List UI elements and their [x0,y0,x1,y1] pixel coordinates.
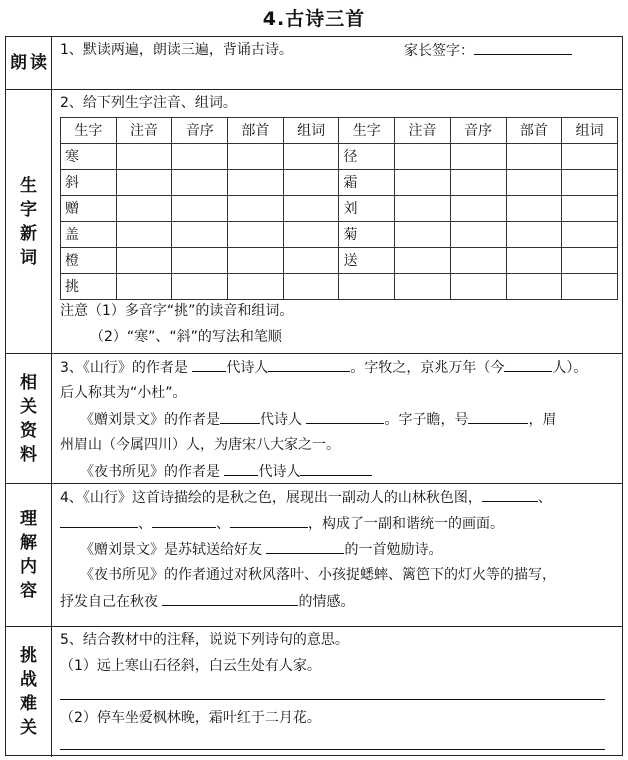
character-table [60,117,618,300]
column-header: 注音 [395,118,451,144]
challenge-instruction: 5、结合教材中的注释，说说下列诗句的意思。 [60,632,349,648]
table-row [61,248,618,274]
blank-scene[interactable] [482,486,538,502]
column-header: 生字 [61,118,117,144]
answer-cell[interactable] [562,222,618,248]
column-header: 音序 [172,118,228,144]
answer-cell[interactable] [172,196,228,222]
blank-friend[interactable] [266,538,344,554]
reading-instruction: 1、默读两遍，朗读三遍，背诵古诗。 [60,42,293,58]
answer-cell[interactable] [395,144,451,170]
blank-scene[interactable] [60,512,138,528]
answer-cell[interactable] [395,222,451,248]
answer-cell[interactable] [172,222,228,248]
blank-dynasty[interactable] [192,356,226,372]
signature-row [404,39,572,62]
column-header: 组词 [562,118,618,144]
answer-cell[interactable] [283,144,339,170]
column-header: 生字 [339,118,395,144]
answer-cell[interactable] [450,196,506,222]
answer-cell[interactable] [172,170,228,196]
table-row [61,222,618,248]
section-label: 理 解 内 容 [6,484,52,626]
answer-cell[interactable] [450,248,506,274]
column-header: 注音 [116,118,172,144]
understanding-line-5: 抒发自己在秋夜 的情感。 [60,590,354,613]
char-cell: 橙 [61,248,117,274]
section-label: 挑 战 难 关 [6,627,52,757]
answer-cell[interactable] [228,222,284,248]
answer-cell[interactable] [172,144,228,170]
blank-poet[interactable] [300,460,372,476]
column-header: 部首 [506,118,562,144]
blank-scene[interactable] [152,512,216,528]
answer-cell[interactable] [283,274,339,300]
char-cell: 刘 [339,196,395,222]
answer-cell[interactable] [116,170,172,196]
char-cell: 斜 [61,170,117,196]
note-stroke-order: （2）“寒”、“斜”的写法和笔顺 [90,329,282,345]
section-challenge [6,626,622,757]
section-label: 生 字 新 词 [6,90,52,353]
poem-line-1: （1）远上寒山石径斜，白云生处有人家。 [60,658,321,674]
answer-cell[interactable] [172,248,228,274]
char-cell: 赠 [61,196,117,222]
worksheet-table [5,36,623,756]
note-polyphone: 注意（1）多音字“挑”的读音和组词。 [60,303,294,319]
column-header: 组词 [283,118,339,144]
answer-cell[interactable] [450,222,506,248]
answer-cell[interactable] [228,144,284,170]
answer-cell[interactable] [116,274,172,300]
table-header-row [61,118,618,144]
answer-cell[interactable] [228,196,284,222]
understanding-line-2: 、 、 ，构成了一副和谐统一的画面。 [60,512,504,535]
answer-cell[interactable] [395,274,451,300]
answer-cell[interactable] [116,248,172,274]
blank-scene[interactable] [230,512,308,528]
answer-cell[interactable] [506,248,562,274]
section-understanding [6,483,622,626]
materials-line-2: 后人称其为“小杜”。 [60,385,187,401]
answer-cell[interactable] [450,274,506,300]
answer-cell[interactable] [506,274,562,300]
understanding-line-3: 《赠刘景文》是苏轼送给好友 的一首勉励诗。 [80,538,442,561]
answer-cell[interactable] [506,170,562,196]
column-header: 部首 [228,118,284,144]
answer-cell[interactable] [228,170,284,196]
blank-pseudonym[interactable] [468,408,528,424]
blank-emotion[interactable] [162,590,298,606]
answer-cell[interactable] [283,170,339,196]
char-cell: 送 [339,248,395,274]
answer-cell[interactable] [116,144,172,170]
answer-cell[interactable] [562,144,618,170]
answer-cell[interactable] [562,274,618,300]
page-title: 4.古诗三首 [262,8,366,30]
section-label: 相 关 资 料 [6,354,52,483]
answer-cell[interactable] [172,274,228,300]
blank-dynasty[interactable] [220,408,260,424]
signature-label: 家长签字： [404,43,474,59]
answer-cell[interactable] [228,248,284,274]
understanding-line-1: 4、《山行》这首诗描绘的是秋之色，展现出一副动人的山林秋色图， 、 [60,486,552,509]
materials-line-3: 《赠刘景文》的作者是 代诗人 。字子瞻，号 ，眉 [80,408,556,431]
blank-poet[interactable] [268,356,350,372]
answer-cell[interactable] [506,196,562,222]
answer-cell[interactable] [283,196,339,222]
column-header: 音序 [450,118,506,144]
materials-line-4: 州眉山（今属四川）人，为唐宋八大家之一。 [60,437,340,453]
answer-cell[interactable] [228,274,284,300]
blank-place[interactable] [504,356,552,372]
section-reading [6,37,622,89]
answer-cell[interactable] [283,222,339,248]
answer-line-2[interactable] [60,749,605,750]
section-characters [6,89,622,353]
char-cell [339,274,395,300]
answer-cell[interactable] [395,196,451,222]
blank-poet[interactable] [306,408,384,424]
materials-line-1: 3、《山行》的作者是 代诗人 。字牧之，京兆万年（今 人）。 [60,356,587,379]
char-cell: 盖 [61,222,117,248]
char-cell: 径 [339,144,395,170]
table-row [61,144,618,170]
char-cell: 挑 [61,274,117,300]
answer-line-1[interactable] [60,699,605,700]
table-row [61,170,618,196]
answer-cell[interactable] [506,222,562,248]
answer-cell[interactable] [395,170,451,196]
answer-cell[interactable] [562,170,618,196]
characters-instruction: 2、给下列生字注音、组词。 [60,95,237,111]
table-row [61,196,618,222]
blank-dynasty[interactable] [224,460,258,476]
understanding-line-4: 《夜书所见》的作者通过对秋风落叶、小孩捉蟋蟀、篱笆下的灯火等的描写， [80,567,556,583]
section-label: 朗 读 [6,37,52,89]
answer-cell[interactable] [116,196,172,222]
answer-cell[interactable] [506,144,562,170]
answer-cell[interactable] [450,170,506,196]
answer-cell[interactable] [116,222,172,248]
answer-cell[interactable] [450,144,506,170]
char-cell: 霜 [339,170,395,196]
char-cell: 寒 [61,144,117,170]
table-row [61,274,618,300]
answer-cell[interactable] [395,248,451,274]
materials-line-5: 《夜书所见》的作者是 代诗人 [80,460,372,483]
answer-cell[interactable] [562,248,618,274]
answer-cell[interactable] [562,196,618,222]
signature-field[interactable] [474,39,572,55]
poem-line-2: （2）停车坐爱枫林晚，霜叶红于二月花。 [60,710,321,726]
answer-cell[interactable] [283,248,339,274]
section-materials [6,353,622,483]
char-cell: 菊 [339,222,395,248]
